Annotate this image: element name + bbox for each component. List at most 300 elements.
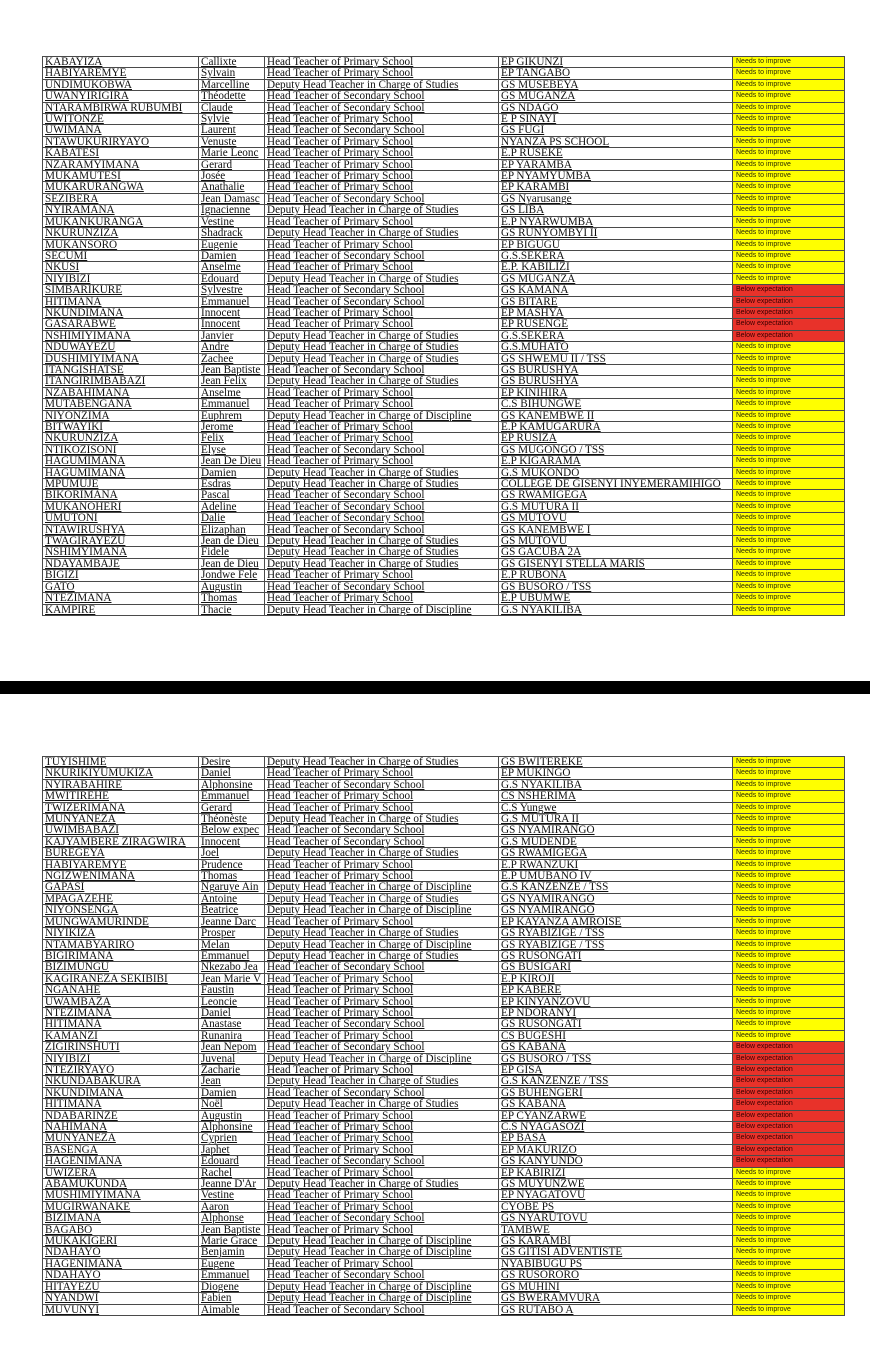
- surname-cell: UWAMBAZA: [43, 996, 199, 1007]
- first-name-cell: Anselme: [199, 262, 265, 273]
- first-name-cell: Jean Felix: [199, 376, 265, 387]
- position-cell: Head Teacher of Primary School: [265, 136, 499, 147]
- school-cell: GS KANYUNDO: [499, 1156, 733, 1167]
- position-cell: Deputy Head Teacher in Charge of Studies: [265, 928, 499, 939]
- school-cell: GS FUGI: [499, 125, 733, 136]
- table-row: [43, 768, 845, 779]
- position-cell: Head Teacher of Secondary School: [265, 102, 499, 113]
- school-cell: GS KARAMBI: [499, 1236, 733, 1247]
- first-name-cell: Jeanne D'Ar: [199, 1179, 265, 1190]
- table-row: [43, 1293, 845, 1304]
- first-name-cell: Marie Leonc: [199, 148, 265, 159]
- status-cell: Needs to improve: [733, 182, 845, 193]
- surname-cell: BIGIZI: [43, 570, 199, 581]
- first-name-cell: Damien: [199, 1087, 265, 1098]
- table-row: [43, 1099, 845, 1110]
- school-cell: GS LIBA: [499, 205, 733, 216]
- school-cell: GS KANEMBWE II: [499, 410, 733, 421]
- table-row: [43, 228, 845, 239]
- surname-cell: NKUSI: [43, 262, 199, 273]
- table-row: [43, 148, 845, 159]
- status-cell: Below expectation: [733, 1053, 845, 1064]
- first-name-cell: Juvenal: [199, 1053, 265, 1064]
- school-cell: GS RUSONGATI: [499, 950, 733, 961]
- status-cell: Needs to improve: [733, 882, 845, 893]
- school-cell: GS RUTABO A: [499, 1304, 733, 1315]
- school-cell: GS KABANA: [499, 1099, 733, 1110]
- first-name-cell: Jean de Dieu: [199, 558, 265, 569]
- status-cell: Needs to improve: [733, 859, 845, 870]
- school-cell: CS BUGESHI: [499, 1030, 733, 1041]
- surname-cell: GASARABWE: [43, 319, 199, 330]
- school-cell: GS BUHENGERI: [499, 1087, 733, 1098]
- surname-cell: MUKAMUTESI: [43, 171, 199, 182]
- position-cell: Head Teacher of Primary School: [265, 307, 499, 318]
- status-cell: Needs to improve: [733, 433, 845, 444]
- surname-cell: MUVUNYI: [43, 1304, 199, 1315]
- position-cell: Head Teacher of Secondary School: [265, 779, 499, 790]
- position-cell: Head Teacher of Primary School: [265, 1144, 499, 1155]
- first-name-cell: Jean Nepom: [199, 1042, 265, 1053]
- position-cell: Head Teacher of Secondary School: [265, 1213, 499, 1224]
- first-name-cell: Jean de Dieu: [199, 536, 265, 547]
- first-name-cell: Damien: [199, 467, 265, 478]
- surname-cell: HITIMANA: [43, 1099, 199, 1110]
- surname-cell: NDAHAYO: [43, 1247, 199, 1258]
- status-cell: Below expectation: [733, 1064, 845, 1075]
- position-cell: Deputy Head Teacher in Charge of Studies: [265, 479, 499, 490]
- table-row: [43, 353, 845, 364]
- table-row: [43, 581, 845, 592]
- first-name-cell: Emmanuel: [199, 791, 265, 802]
- position-cell: Deputy Head Teacher in Charge of Studies: [265, 330, 499, 341]
- position-cell: Head Teacher of Primary School: [265, 1190, 499, 1201]
- table-row: [43, 859, 845, 870]
- position-cell: Head Teacher of Secondary School: [265, 296, 499, 307]
- first-name-cell: Cyprien: [199, 1133, 265, 1144]
- surname-cell: ITANGIRIMBABAZI: [43, 376, 199, 387]
- surname-cell: HABIYAREMYE: [43, 859, 199, 870]
- position-cell: Head Teacher of Secondary School: [265, 1042, 499, 1053]
- surname-cell: BIZIMANA: [43, 1213, 199, 1224]
- position-cell: Head Teacher of Primary School: [265, 319, 499, 330]
- table-row: [43, 916, 845, 927]
- position-cell: Head Teacher of Secondary School: [265, 490, 499, 501]
- first-name-cell: Claude: [199, 102, 265, 113]
- school-cell: GS GACUBA 2A: [499, 547, 733, 558]
- status-cell: Needs to improve: [733, 928, 845, 939]
- position-cell: Head Teacher of Primary School: [265, 216, 499, 227]
- school-cell: GS NYAMIRANGO: [499, 893, 733, 904]
- surname-cell: MPAGAZEHE: [43, 893, 199, 904]
- table-row: [43, 91, 845, 102]
- school-cell: GS RUSONGATI: [499, 1019, 733, 1030]
- position-cell: Head Teacher of Secondary School: [265, 125, 499, 136]
- position-cell: Deputy Head Teacher in Charge of Studies: [265, 79, 499, 90]
- table-row: [43, 1201, 845, 1212]
- school-cell: GS RUSORORO: [499, 1270, 733, 1281]
- first-name-cell: Théodette: [199, 91, 265, 102]
- status-cell: Needs to improve: [733, 387, 845, 398]
- surname-cell: NTEZIRYAYO: [43, 1064, 199, 1075]
- position-cell: Head Teacher of Primary School: [265, 387, 499, 398]
- first-name-cell: Eugenie: [199, 239, 265, 250]
- surname-cell: NDUWAYEZU: [43, 342, 199, 353]
- surname-cell: MUSHIMIYIMANA: [43, 1190, 199, 1201]
- position-cell: Deputy Head Teacher in Charge of Discipline: [265, 882, 499, 893]
- first-name-cell: Edouard: [199, 1156, 265, 1167]
- school-cell: EP CYANZARWE: [499, 1110, 733, 1121]
- table-row: [43, 1213, 845, 1224]
- table-row: [43, 490, 845, 501]
- school-cell: EP NDORANYI: [499, 1007, 733, 1018]
- school-cell: GS MUYUNZWE: [499, 1179, 733, 1190]
- school-cell: EP RUSIZA: [499, 433, 733, 444]
- school-cell: GS NYAMIRANGO: [499, 825, 733, 836]
- surname-cell: BIKORIMANA: [43, 490, 199, 501]
- status-cell: Needs to improve: [733, 364, 845, 375]
- first-name-cell: Andre: [199, 342, 265, 353]
- surname-cell: NDAYAMBAJE: [43, 558, 199, 569]
- status-cell: Needs to improve: [733, 79, 845, 90]
- position-cell: Head Teacher of Primary School: [265, 1064, 499, 1075]
- surname-cell: UWIMANA: [43, 125, 199, 136]
- table-row: [43, 216, 845, 227]
- first-name-cell: Sylvain: [199, 68, 265, 79]
- school-cell: GS KABANA: [499, 1042, 733, 1053]
- school-cell: GS RUNYOMBYI II: [499, 228, 733, 239]
- table-row: [43, 1087, 845, 1098]
- surname-cell: HITIMANA: [43, 296, 199, 307]
- first-name-cell: Leoncie: [199, 996, 265, 1007]
- position-cell: Head Teacher of Secondary School: [265, 364, 499, 375]
- school-cell: EP KINIHIRA: [499, 387, 733, 398]
- status-cell: Needs to improve: [733, 1030, 845, 1041]
- status-cell: Needs to improve: [733, 848, 845, 859]
- table-row: [43, 319, 845, 330]
- first-name-cell: Antoine: [199, 893, 265, 904]
- status-cell: Below expectation: [733, 1087, 845, 1098]
- school-cell: GS MUSEBEYA: [499, 79, 733, 90]
- school-cell: E.P RUBONA: [499, 570, 733, 581]
- surname-cell: NIYONSENGA: [43, 905, 199, 916]
- status-cell: Needs to improve: [733, 1247, 845, 1258]
- surname-cell: SIMBARIKURE: [43, 285, 199, 296]
- first-name-cell: Marie Grace: [199, 1236, 265, 1247]
- position-cell: Deputy Head Teacher in Charge of Studies: [265, 950, 499, 961]
- page-divider: [0, 681, 870, 694]
- surname-cell: BIGIRIMANA: [43, 950, 199, 961]
- school-cell: GS MUGANZA: [499, 273, 733, 284]
- school-cell: NYABIBUGU PS: [499, 1258, 733, 1269]
- status-cell: Needs to improve: [733, 581, 845, 592]
- first-name-cell: Prosper: [199, 928, 265, 939]
- status-cell: Needs to improve: [733, 399, 845, 410]
- surname-cell: UWANYIRIGIRA: [43, 91, 199, 102]
- first-name-cell: Noël: [199, 1099, 265, 1110]
- status-cell: Needs to improve: [733, 171, 845, 182]
- position-cell: Deputy Head Teacher in Charge of Studies: [265, 1179, 499, 1190]
- position-cell: Head Teacher of Secondary School: [265, 1156, 499, 1167]
- position-cell: Head Teacher of Primary School: [265, 399, 499, 410]
- school-cell: GS RWAMIGEGA: [499, 490, 733, 501]
- school-cell: EP NYAMYUMBA: [499, 171, 733, 182]
- table-row: [43, 57, 845, 68]
- surname-cell: HITIMANA: [43, 1019, 199, 1030]
- table-row: [43, 570, 845, 581]
- table-row: [43, 905, 845, 916]
- position-cell: Deputy Head Teacher in Charge of Discipline: [265, 604, 499, 615]
- status-cell: Needs to improve: [733, 148, 845, 159]
- school-cell: CS NSHERIMA: [499, 791, 733, 802]
- surname-cell: NTARAMBIRWA RUBUMBI: [43, 102, 199, 113]
- position-cell: Head Teacher of Primary School: [265, 1201, 499, 1212]
- school-cell: G.S NYAKILIBA: [499, 779, 733, 790]
- position-cell: Deputy Head Teacher in Charge of Studies: [265, 1076, 499, 1087]
- surname-cell: HAGUMIMANA: [43, 467, 199, 478]
- first-name-cell: Jondwe Fele: [199, 570, 265, 581]
- school-cell: EP GISA: [499, 1064, 733, 1075]
- surname-cell: MUKANSORO: [43, 239, 199, 250]
- table-row: [43, 387, 845, 398]
- first-name-cell: Daniel: [199, 768, 265, 779]
- position-cell: Deputy Head Teacher in Charge of Studies: [265, 1099, 499, 1110]
- first-name-cell: Anastase: [199, 1019, 265, 1030]
- status-cell: Needs to improve: [733, 893, 845, 904]
- school-cell: G.S.MUHATO: [499, 342, 733, 353]
- status-cell: Below expectation: [733, 1144, 845, 1155]
- table-row: [43, 1167, 845, 1178]
- status-cell: Needs to improve: [733, 524, 845, 535]
- school-cell: COLLEGE DE GISENYI INYEMERAMIHIGO: [499, 479, 733, 490]
- surname-cell: ZIGIRINSHUTI: [43, 1042, 199, 1053]
- surname-cell: HAGENIMANA: [43, 1156, 199, 1167]
- school-cell: E P SINAYI: [499, 114, 733, 125]
- position-cell: Head Teacher of Primary School: [265, 1258, 499, 1269]
- first-name-cell: Beatrice: [199, 905, 265, 916]
- table-row: [43, 996, 845, 1007]
- school-cell: E.P RUSEKE: [499, 148, 733, 159]
- surname-cell: BAGABO: [43, 1224, 199, 1235]
- status-cell: Needs to improve: [733, 239, 845, 250]
- school-cell: E.P UBUMWE: [499, 593, 733, 604]
- status-cell: Needs to improve: [733, 490, 845, 501]
- first-name-cell: Jeanne Darc: [199, 916, 265, 927]
- status-cell: Below expectation: [733, 1042, 845, 1053]
- first-name-cell: Jerome: [199, 422, 265, 433]
- position-cell: Head Teacher of Primary School: [265, 1110, 499, 1121]
- school-cell: G.S.SEKERA: [499, 330, 733, 341]
- position-cell: Deputy Head Teacher in Charge of Studies: [265, 848, 499, 859]
- school-cell: GS BITARE: [499, 296, 733, 307]
- table-row: [43, 871, 845, 882]
- school-cell: G.S KANZENZE / TSS: [499, 1076, 733, 1087]
- position-cell: Deputy Head Teacher in Charge of Discipline: [265, 1293, 499, 1304]
- table-row: [43, 593, 845, 604]
- surname-cell: NIYONZIMA: [43, 410, 199, 421]
- first-name-cell: Fabien: [199, 1293, 265, 1304]
- table-row: [43, 973, 845, 984]
- table-row: [43, 79, 845, 90]
- status-cell: Below expectation: [733, 307, 845, 318]
- first-name-cell: Sylvestre: [199, 285, 265, 296]
- first-name-cell: Augustin: [199, 581, 265, 592]
- first-name-cell: Anselme: [199, 387, 265, 398]
- school-cell: EP KARAMBI: [499, 182, 733, 193]
- first-name-cell: Innocent: [199, 307, 265, 318]
- status-cell: Needs to improve: [733, 996, 845, 1007]
- school-cell: EP MAKURIZO: [499, 1144, 733, 1155]
- surname-cell: NKURUNZIZA: [43, 433, 199, 444]
- table-row: [43, 1007, 845, 1018]
- position-cell: Head Teacher of Primary School: [265, 985, 499, 996]
- table-row: [43, 182, 845, 193]
- position-cell: Head Teacher of Secondary School: [265, 501, 499, 512]
- status-cell: Needs to improve: [733, 768, 845, 779]
- position-cell: Head Teacher of Primary School: [265, 791, 499, 802]
- surname-cell: NGIZWENIMANA: [43, 871, 199, 882]
- first-name-cell: Emmanuel: [199, 296, 265, 307]
- surname-cell: MUKANOHERI: [43, 501, 199, 512]
- position-cell: Head Teacher of Primary School: [265, 171, 499, 182]
- status-cell: Needs to improve: [733, 467, 845, 478]
- school-cell: G.S MUTURA II: [499, 814, 733, 825]
- first-name-cell: Théonèste: [199, 814, 265, 825]
- surname-cell: KABATESI: [43, 148, 199, 159]
- status-cell: Below expectation: [733, 319, 845, 330]
- status-cell: Needs to improve: [733, 1007, 845, 1018]
- position-cell: Head Teacher of Primary School: [265, 239, 499, 250]
- school-cell: E.P. KABILIZI: [499, 262, 733, 273]
- school-cell: GS RYABIZIGE / TSS: [499, 928, 733, 939]
- school-cell: G.S.SEKERA: [499, 250, 733, 261]
- sheet-1-body: [43, 57, 845, 616]
- surname-cell: BASENGA: [43, 1144, 199, 1155]
- table-row: [43, 330, 845, 341]
- surname-cell: NIYIBIZI: [43, 273, 199, 284]
- first-name-cell: Japhet: [199, 1144, 265, 1155]
- first-name-cell: Benjamin: [199, 1247, 265, 1258]
- position-cell: Head Teacher of Secondary School: [265, 91, 499, 102]
- status-cell: Needs to improve: [733, 422, 845, 433]
- surname-cell: NIYIKIZA: [43, 928, 199, 939]
- position-cell: Deputy Head Teacher in Charge of Studies: [265, 893, 499, 904]
- surname-cell: HITAYEZU: [43, 1281, 199, 1292]
- first-name-cell: Damien: [199, 250, 265, 261]
- table-row: [43, 444, 845, 455]
- position-cell: Head Teacher of Secondary School: [265, 1270, 499, 1281]
- table-row: [43, 513, 845, 524]
- school-cell: GS BUSORO / TSS: [499, 1053, 733, 1064]
- surname-cell: MUNYANEZA: [43, 1133, 199, 1144]
- first-name-cell: Zachee: [199, 353, 265, 364]
- first-name-cell: Prudence: [199, 859, 265, 870]
- surname-cell: SECUMI: [43, 250, 199, 261]
- table-row: [43, 779, 845, 790]
- status-cell: Needs to improve: [733, 262, 845, 273]
- position-cell: Deputy Head Teacher in Charge of Discipline: [265, 905, 499, 916]
- position-cell: Head Teacher of Primary School: [265, 570, 499, 581]
- first-name-cell: Below expec: [199, 825, 265, 836]
- school-cell: GS BURUSHYA: [499, 376, 733, 387]
- first-name-cell: Jean Damasc: [199, 193, 265, 204]
- first-name-cell: Alphonsine: [199, 779, 265, 790]
- table-row: [43, 1190, 845, 1201]
- status-cell: Needs to improve: [733, 1167, 845, 1178]
- first-name-cell: Pascal: [199, 490, 265, 501]
- first-name-cell: Janvier: [199, 330, 265, 341]
- table-row: [43, 136, 845, 147]
- first-name-cell: Thomas: [199, 871, 265, 882]
- position-cell: Deputy Head Teacher in Charge of Studies: [265, 467, 499, 478]
- status-cell: Needs to improve: [733, 250, 845, 261]
- school-cell: EP BASA: [499, 1133, 733, 1144]
- surname-cell: KAMPIRE: [43, 604, 199, 615]
- first-name-cell: Jean: [199, 1076, 265, 1087]
- status-cell: Below expectation: [733, 1099, 845, 1110]
- first-name-cell: Esdras: [199, 479, 265, 490]
- school-cell: TAMBWE: [499, 1224, 733, 1235]
- position-cell: Head Teacher of Primary School: [265, 768, 499, 779]
- position-cell: Deputy Head Teacher in Charge of Studies: [265, 814, 499, 825]
- school-cell: GS Nyarusange: [499, 193, 733, 204]
- first-name-cell: Thacie: [199, 604, 265, 615]
- surname-cell: NTEZIMANA: [43, 1007, 199, 1018]
- school-cell: C.S BIHUNGWE: [499, 399, 733, 410]
- first-name-cell: Innocent: [199, 836, 265, 847]
- status-cell: Needs to improve: [733, 1258, 845, 1269]
- table-row: [43, 1053, 845, 1064]
- status-cell: Needs to improve: [733, 342, 845, 353]
- status-cell: Needs to improve: [733, 802, 845, 813]
- first-name-cell: Venuste: [199, 136, 265, 147]
- surname-cell: ITANGISHATSE: [43, 364, 199, 375]
- school-cell: GS NDAGO: [499, 102, 733, 113]
- first-name-cell: Eugene: [199, 1258, 265, 1269]
- surname-cell: NZABAHIMANA: [43, 387, 199, 398]
- table-row: [43, 950, 845, 961]
- surname-cell: BITWAYIKI: [43, 422, 199, 433]
- status-cell: Below expectation: [733, 1122, 845, 1133]
- position-cell: Head Teacher of Secondary School: [265, 825, 499, 836]
- school-cell: C.S Yungwe: [499, 802, 733, 813]
- status-cell: Below expectation: [733, 285, 845, 296]
- surname-cell: KABAYIZA: [43, 57, 199, 68]
- surname-cell: NKURIKIYUMUKIZA: [43, 768, 199, 779]
- position-cell: Head Teacher of Secondary School: [265, 1019, 499, 1030]
- position-cell: Head Teacher of Secondary School: [265, 513, 499, 524]
- status-cell: Needs to improve: [733, 410, 845, 421]
- table-row: [43, 273, 845, 284]
- table-row: [43, 1247, 845, 1258]
- first-name-cell: Euphrem: [199, 410, 265, 421]
- status-cell: Below expectation: [733, 330, 845, 341]
- status-cell: Needs to improve: [733, 205, 845, 216]
- position-cell: Deputy Head Teacher in Charge of Studies: [265, 342, 499, 353]
- table-row: [43, 1304, 845, 1315]
- surname-cell: NIYIBIZI: [43, 1053, 199, 1064]
- surname-cell: UWIMBABAZI: [43, 825, 199, 836]
- table-row: [43, 399, 845, 410]
- status-cell: Needs to improve: [733, 57, 845, 68]
- school-cell: GS MUGONGO / TSS: [499, 444, 733, 455]
- position-cell: Head Teacher of Primary School: [265, 182, 499, 193]
- school-cell: G.S KANZENZE / TSS: [499, 882, 733, 893]
- position-cell: Head Teacher of Primary School: [265, 996, 499, 1007]
- status-cell: Needs to improve: [733, 916, 845, 927]
- table-row: [43, 791, 845, 802]
- status-cell: Needs to improve: [733, 479, 845, 490]
